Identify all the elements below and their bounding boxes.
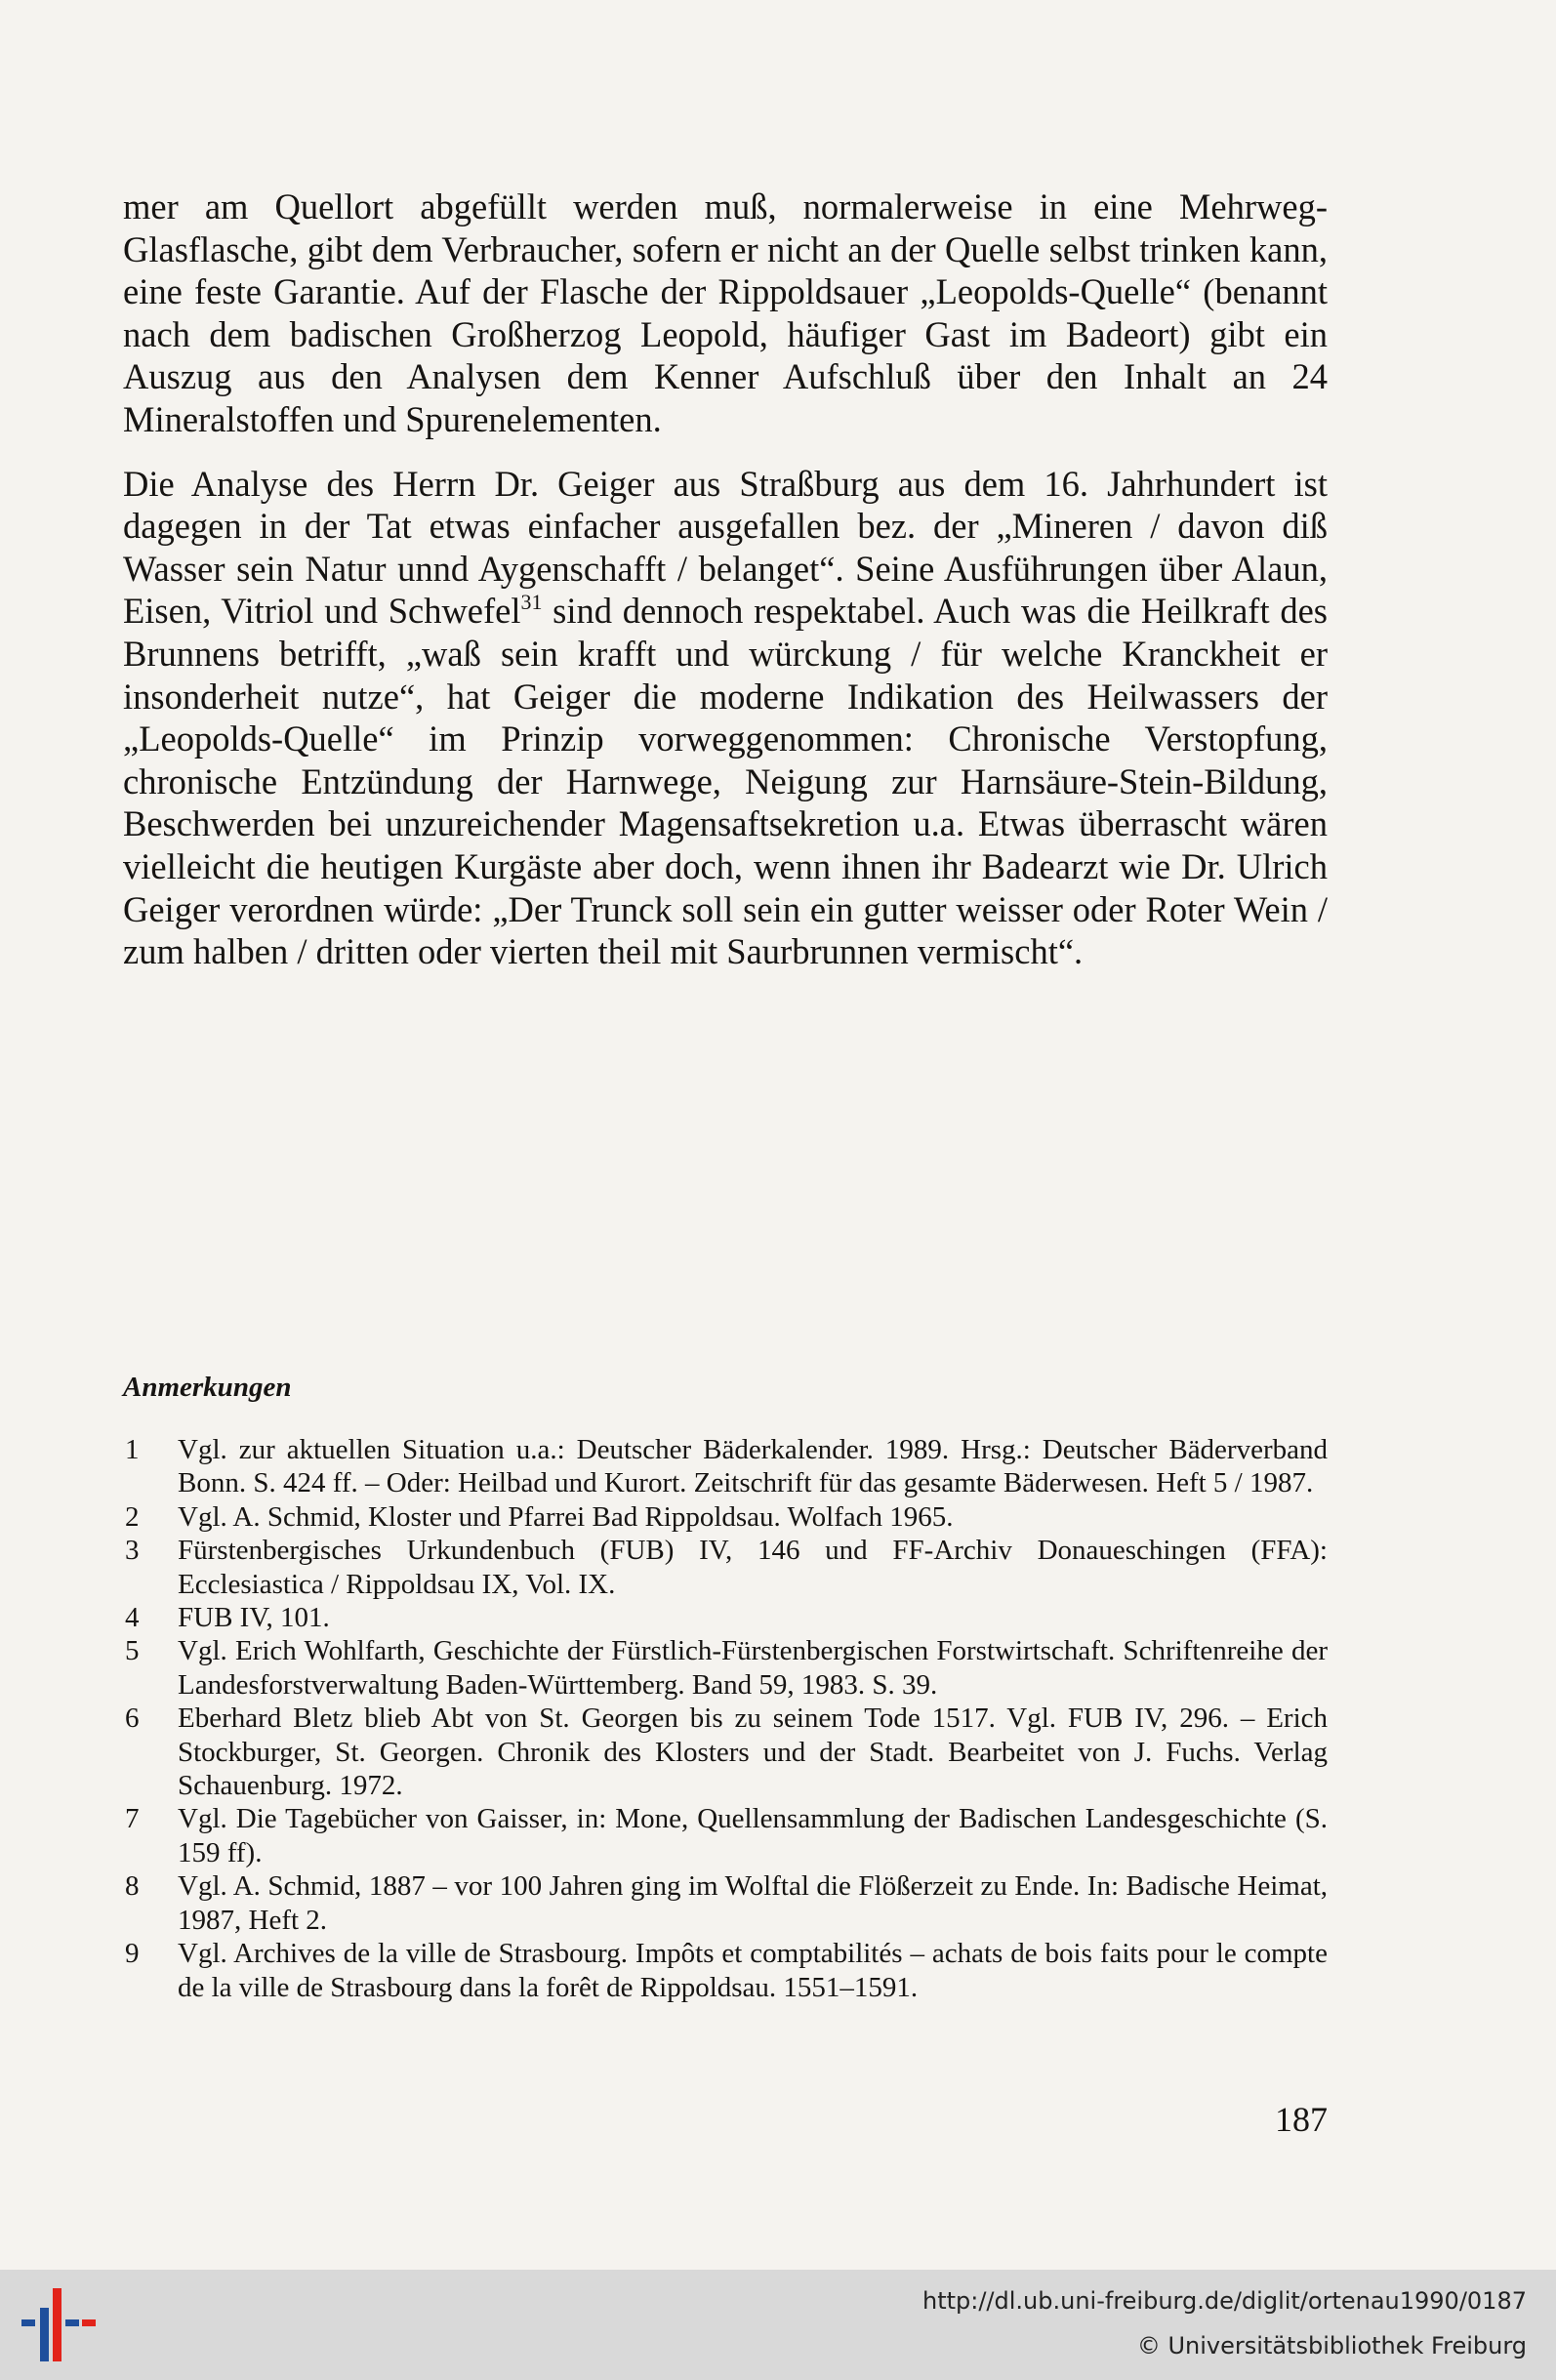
paragraph-2-text-b: sind dennoch respektabel. Auch was die Heilkraft des Brunnens betrifft, „waß sein krafft und würckung / für welche Kranckheit er insonderheit nutze“, hat Geiger die moderne Indikation des Heilwassers der „Leopolds-Quelle“ im Prinzip vorweggenommen: Chronische Verstopfung, chronische Entzündung der Harnwege, Neigung zur Harnsäure-Stein-Bildung, Beschwerden bei unzureichender Magensaftsekretion u.a. Etwas überrascht wären vielleicht die heutigen Kurgäste aber doch, wenn ihnen ihr Badearzt wie Dr. Ulrich Geiger verordnen würde: „Der Trunck soll sein ein gutter weisser oder Roter Wein / zum halben / dritten oder vierten theil mit Saurbrunnen vermischt“. [123, 591, 1328, 972]
note-text: Fürstenbergisches Urkundenbuch (FUB) IV, 146 und FF-Archiv Donaueschingen (FFA): Ecclesiastica / Rippoldsau IX, Vol. IX. [178, 1535, 1328, 1600]
note-item [123, 1534, 1328, 1601]
ub-freiburg-logo-icon[interactable] [20, 2286, 98, 2364]
note-number: 2 [125, 1500, 140, 1533]
note-number: 4 [125, 1602, 140, 1634]
footnote-reference: 31 [520, 590, 543, 615]
paragraph-2 [123, 463, 1328, 973]
note-number: 8 [125, 1870, 140, 1903]
note-item [123, 1937, 1328, 2004]
footer-url-link[interactable]: http://dl.ub.uni-freiburg.de/diglit/ortenau1990/0187 [921, 2287, 1527, 2315]
note-text: Vgl. zur aktuellen Situation u.a.: Deutscher Bäderkalender. 1989. Hrsg.: Deutscher Bäderverband Bonn. S. 424 ff. – Oder: Heilbad und Kurort. Zeitschrift für das gesamte Bäderwesen. Heft 5 / 1987. [178, 1434, 1328, 1499]
note-number: 5 [125, 1635, 140, 1667]
page-number: 187 [1275, 2100, 1328, 2139]
note-text: Vgl. Die Tagebücher von Gaisser, in: Mone, Quellensammlung der Badischen Landesgeschichte (S. 159 ff). [178, 1803, 1328, 1868]
note-text: Vgl. Erich Wohlfarth, Geschichte der Fürstlich-Fürstenbergischen Forstwirtschaft. Schriftenreihe der Landesforstverwaltung Baden-Württemberg. Band 59, 1983. S. 39. [178, 1635, 1328, 1701]
footer-bar [0, 2270, 1556, 2380]
paragraph-2-text-a: Die Analyse des Herrn Dr. Geiger aus Straßburg aus dem 16. Jahrhundert ist dagegen in der Tat etwas einfacher ausgefallen bez. der „Mineren / davon diß Wasser sein Natur unnd Aygenschafft / belanget“. Seine Ausführungen über Alaun, Eisen, Vitriol und Schwefel [123, 463, 1328, 632]
note-number: 1 [125, 1434, 140, 1465]
note-number: 9 [125, 1938, 140, 1970]
notes-list [123, 1433, 1328, 2004]
paragraph-1: mer am Quellort abgefüllt werden muß, normalerweise in eine Mehrweg-Glasflasche, gibt dem Verbraucher, sofern er nicht an der Quelle selbst trinken kann, eine feste Garantie. Auf der Flasche der Rippoldsauer „Leopolds-Quelle“ (benannt nach dem badischen Großherzog Leopold, häufiger Gast im Badeort) gibt ein Auszug aus den Analysen dem Kenner Aufschluß über den Inhalt an 24 Mineralstoffen und Spurenelementen. [123, 186, 1328, 439]
note-text: Vgl. A. Schmid, 1887 – vor 100 Jahren ging im Wolftal die Flößerzeit zu Ende. In: Badische Heimat, 1987, Heft 2. [178, 1870, 1328, 1936]
note-number: 7 [125, 1803, 140, 1835]
note-item [123, 1634, 1328, 1702]
note-item [123, 1802, 1328, 1869]
note-text: Eberhard Bletz blieb Abt von St. Georgen bis zu seinem Tode 1517. Vgl. FUB IV, 296. – Erich Stockburger, St. Georgen. Chronik des Klosters und der Stadt. Bearbeitet von J. Fuchs. Verlag Schauenburg. 1972. [178, 1703, 1328, 1802]
note-number: 6 [125, 1703, 140, 1735]
note-number: 3 [125, 1535, 140, 1567]
note-text: FUB IV, 101. [178, 1602, 330, 1634]
footer-copyright: © Universitätsbibliothek Freiburg [1136, 2332, 1527, 2359]
note-text: Vgl. Archives de la ville de Strasbourg. Impôts et comptabilités – achats de bois faits pour le compte de la ville de Strasbourg dans la forêt de Rippoldsau. 1551–1591. [178, 1938, 1328, 2003]
note-item [123, 1601, 1328, 1634]
note-item [123, 1702, 1328, 1802]
note-item [123, 1500, 1328, 1534]
body-text [123, 185, 1328, 995]
notes-heading: Anmerkungen [123, 1372, 292, 1403]
note-item [123, 1433, 1328, 1500]
note-item [123, 1869, 1328, 1937]
note-text: Vgl. A. Schmid, Kloster und Pfarrei Bad Rippoldsau. Wolfach 1965. [178, 1500, 954, 1533]
